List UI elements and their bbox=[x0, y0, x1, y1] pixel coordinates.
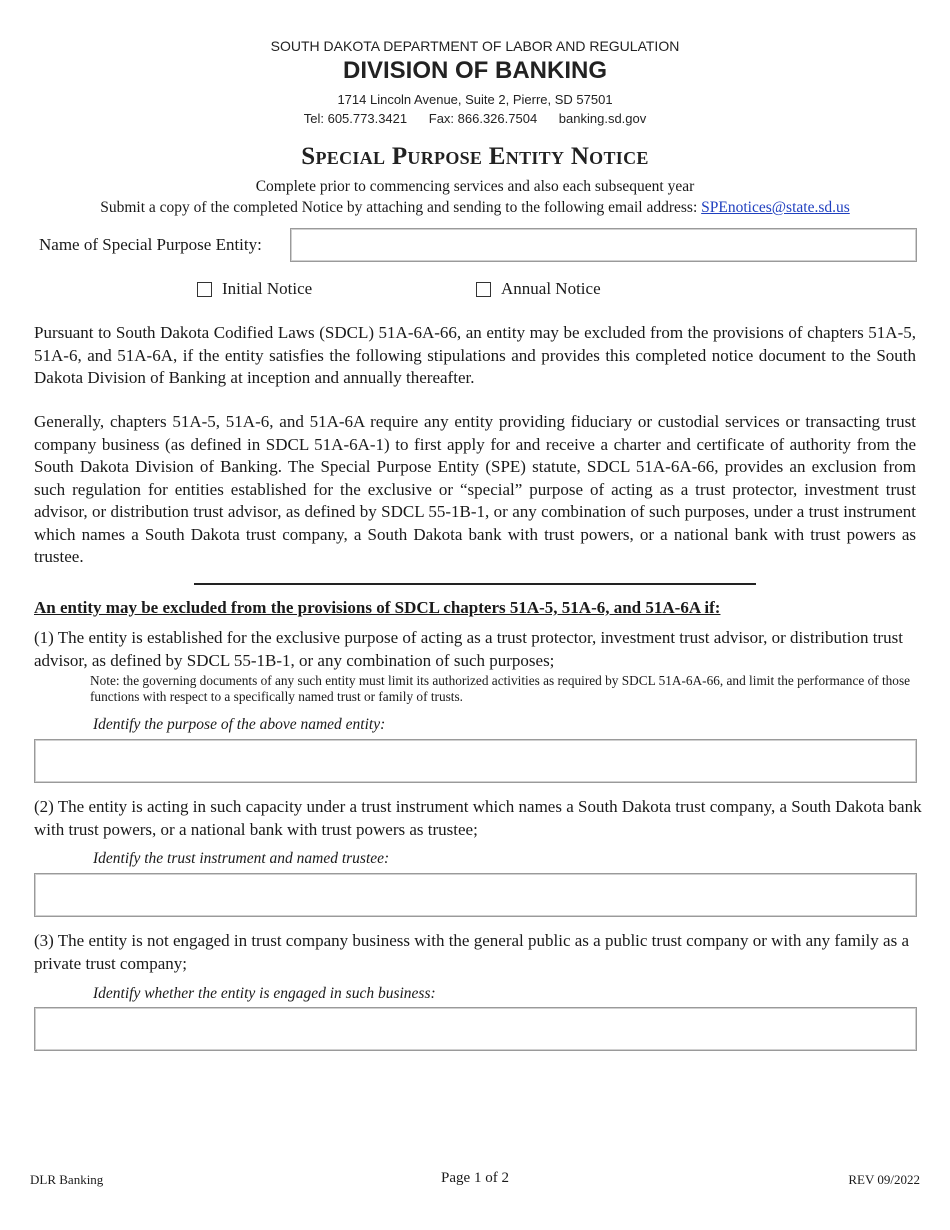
initial-notice-option[interactable] bbox=[197, 279, 312, 299]
criterion-1-note: Note: the governing documents of any such entity must limit its authorized activities as required by SDCL 51A-6A-66, and limit the performance of those functions with respect to a specifically named trust or family of trusts. bbox=[90, 673, 911, 704]
page-number: Page 1 of 2 bbox=[441, 1170, 509, 1186]
trust-instrument-answer-field[interactable] bbox=[34, 873, 917, 917]
submit-instructions bbox=[0, 199, 950, 217]
email-link[interactable]: SPEnotices@state.sd.us bbox=[701, 199, 850, 216]
initial-notice-checkbox[interactable] bbox=[197, 282, 212, 297]
telephone: Tel: 605.773.3421 bbox=[303, 111, 408, 126]
entity-name-label: Name of Special Purpose Entity: bbox=[39, 235, 262, 254]
criterion-2: (2) The entity is acting in such capacity under a trust instrument which names a South Dakota trust company, a South Dakota bank with trust powers, or a national bank with trust powers as trustee; bbox=[34, 797, 922, 839]
initial-notice-label: Initial Notice bbox=[222, 279, 313, 298]
submit-text: Submit a copy of the completed Notice by attaching and sending to the following email address: bbox=[100, 199, 702, 216]
statute-paragraph: Generally, chapters 51A-5, 51A-6, and 51A-6A require any entity providing fiduciary or custodial services or transacting trust company business (as defined in SDCL 51A-6A-1) to first apply for and receive a charter and certificate of authority from the South Dakota Division of Banking. The Special Purpose Entity (SPE) statute, SDCL 51A-6A-66, provides an exclusion from such regulation for entities established for the exclusive or “special” purpose of acting as a trust protector, investment trust advisor, or distribution trust advisor, as defined by SDCL 55-1B-1, or any combination of such purposes, under a trust instrument which names a South Dakota trust company, a South Dakota bank with trust powers, or a national bank with trust powers as trustee. bbox=[34, 412, 916, 566]
criterion-3: (3) The entity is not engaged in trust company business with the general public as a public trust company or with any family as a private trust company; bbox=[34, 931, 909, 973]
annual-notice-label: Annual Notice bbox=[501, 279, 601, 298]
annual-notice-option[interactable] bbox=[476, 279, 601, 299]
division-name: DIVISION OF BANKING bbox=[342, 57, 607, 84]
purpose-prompt: Identify the purpose of the above named entity: bbox=[93, 716, 386, 733]
annual-notice-checkbox[interactable] bbox=[476, 282, 491, 297]
section-divider bbox=[194, 583, 756, 585]
website: banking.sd.gov bbox=[558, 111, 647, 126]
address: 1714 Lincoln Avenue, Suite 2, Pierre, SD 57501 bbox=[337, 92, 613, 107]
contact-line bbox=[0, 111, 950, 126]
department-name: SOUTH DAKOTA DEPARTMENT OF LABOR AND REGULATION bbox=[270, 38, 680, 54]
entity-name-field[interactable] bbox=[290, 228, 917, 262]
trust-instrument-prompt: Identify the trust instrument and named trustee: bbox=[93, 850, 390, 867]
criteria-heading: An entity may be excluded from the provisions of SDCL chapters 51A-5, 51A-6, and 51A-6A if: bbox=[34, 598, 721, 617]
purpose-answer-field[interactable] bbox=[34, 739, 917, 783]
form-subtitle: Complete prior to commencing services and also each subsequent year bbox=[255, 178, 695, 195]
intro-paragraph: Pursuant to South Dakota Codified Laws (SDCL) 51A-6A-66, an entity may be excluded from the provisions of chapters 51A-5, 51A-6, and 51A-6A, if the entity satisfies the following stipulations and provides this completed notice document to the South Dakota Division of Banking at inception and annually thereafter. bbox=[34, 323, 916, 387]
business-engagement-prompt: Identify whether the entity is engaged in such business: bbox=[93, 985, 436, 1002]
revision-date: REV 09/2022 bbox=[848, 1172, 920, 1187]
form-title: Special Purpose Entity Notice bbox=[301, 143, 649, 170]
fax: Fax: 866.326.7504 bbox=[428, 111, 538, 126]
footer-department: DLR Banking bbox=[30, 1172, 104, 1187]
business-engagement-answer-field[interactable] bbox=[34, 1007, 917, 1051]
criterion-1: (1) The entity is established for the exclusive purpose of acting as a trust protector, investment trust advisor, or distribution trust advisor, as defined by SDCL 55-1B-1, or any combination of such purposes; bbox=[34, 628, 903, 670]
